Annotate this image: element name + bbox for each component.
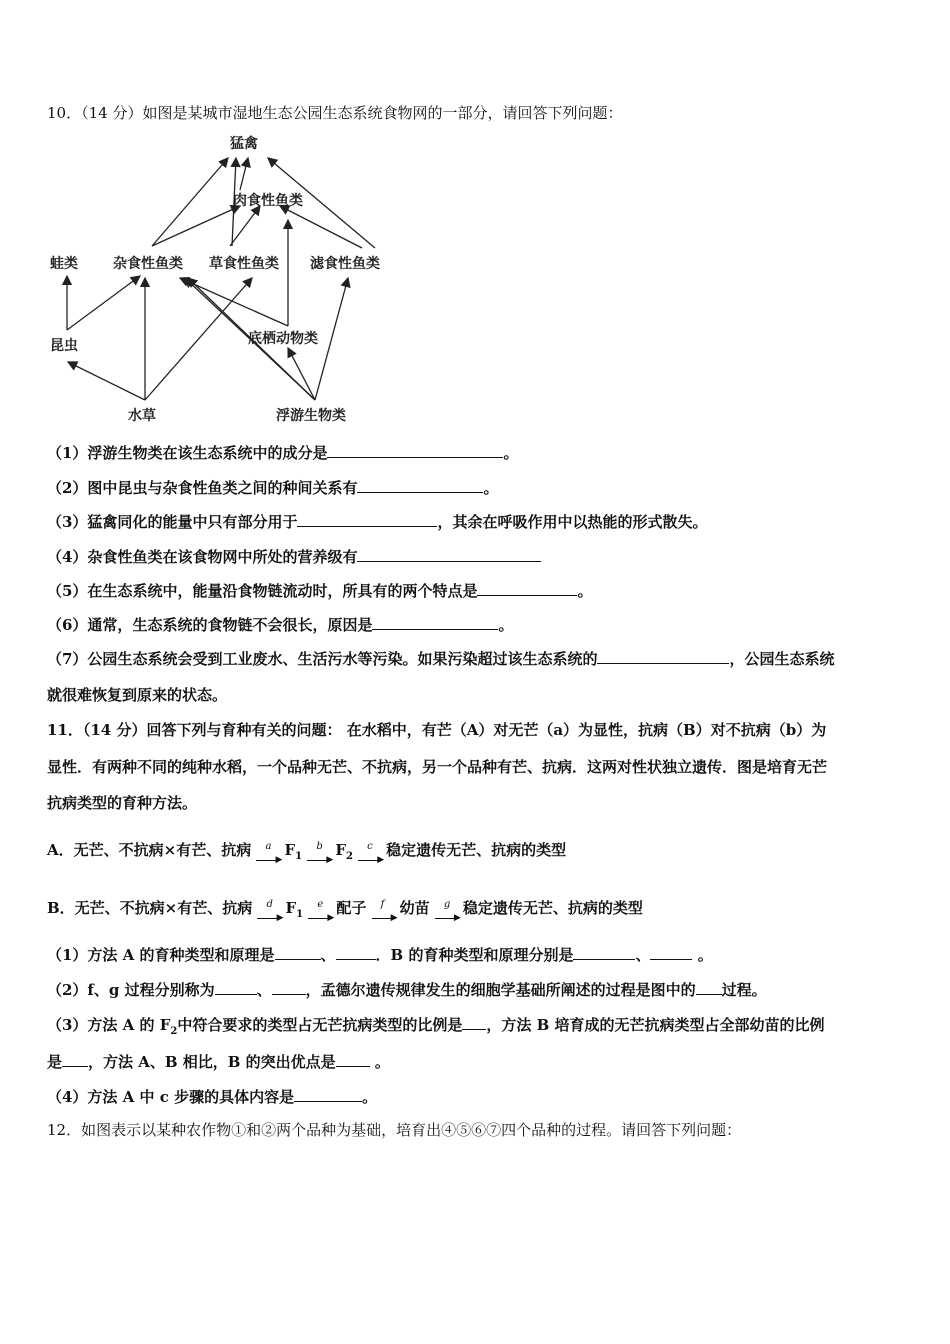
q11-line2: 显性．有两种不同的纯种水稻，一个品种无芒、不抗病，另一个品种有芒、抗病．这两对性状独立遗传．图是培育无芒 (47, 758, 828, 776)
node-herbi: 草食性鱼类 (209, 256, 279, 272)
node-plankton: 浮游生物类 (276, 408, 346, 424)
q12-header: 12．如图表示以某种农作物①和②两个品种为基础，培育出④⑤⑥⑦四个品种的过程。请回答下列问题： (47, 1121, 742, 1139)
q11-sub2: （2）f、g 过程分别称为 、 ，孟德尔遗传规律发生的细胞学基础所阐述的过程是图中的 过程。 (47, 981, 767, 999)
food-web-diagram (40, 128, 400, 428)
q10-sub7-cont: 就很难恢复到原来的状态。 (47, 686, 228, 704)
arrow-plant-insect (68, 362, 145, 400)
q11-sub4: （4）方法 A 中 c 步骤的具体内容是 。 (47, 1088, 378, 1106)
node-omni: 杂食性鱼类 (113, 256, 183, 272)
arrow-a: a ▶ (256, 847, 284, 867)
q11-sub3: （3）方法 A 的 $F_2$中符合要求的类型占无芒抗病类型的比例是 ，方法 B 培育成的无芒抗病类型占全部幼苗的比例 (47, 1016, 825, 1037)
node-frog: 蛙类 (50, 256, 78, 272)
node-carni: 肉食性鱼类 (233, 193, 303, 209)
q11-method-a: A．无芒、不抗病×有芒、抗病 a ▶ $F_1$ b ▶ $F_2$ c ▶ 稳定遗传无芒、抗病的类型 (47, 841, 567, 865)
arrow-omni-raptor (152, 158, 228, 246)
node-benthic: 底栖动物类 (248, 331, 318, 347)
node-insect: 昆虫 (50, 338, 78, 354)
q10-sub3: （3）猛禽同化的能量中只有部分用于 ，其余在呼吸作用中以热能的形式散失。 (47, 513, 708, 531)
q11-sub1: （1）方法 A 的育种类型和原理是 、 ．B 的育种类型和原理分别是 、 。 (47, 946, 713, 964)
q10-sub2: （2）图中昆虫与杂食性鱼类之间的种间关系有 。 (47, 479, 499, 497)
arrow-herbi-carni (230, 206, 260, 246)
arrow-g: g ▶ (435, 905, 463, 925)
arrow-d: d ▶ (257, 905, 285, 925)
q11-line1: 11．（14 分）回答下列与育种有关的问题： 在水稻中，有芒（A）对无芒（a）为显性，抗病（B）对不抗病（b）为 (47, 721, 827, 739)
arrow-b: b ▶ (307, 847, 335, 867)
q10-header: 10．（14 分）如图是某城市湿地生态公园生态系统食物网的一部分，请回答下列问题： (47, 104, 623, 122)
node-plant: 水草 (128, 408, 156, 424)
q11-sub3-cont: 是 ，方法 A、B 相比，B 的突出优点是 。 (47, 1053, 390, 1071)
arrow-e: e ▶ (308, 905, 336, 925)
arrow-c: c ▶ (358, 847, 386, 867)
node-filter: 滤食性鱼类 (310, 256, 380, 272)
arrow-plankton-benthic (288, 348, 315, 400)
arrow-plankton-filter (315, 278, 348, 400)
q10-sub4: （4）杂食性鱼类在该食物网中所处的营养级有 (47, 547, 541, 567)
q10-sub5: （5）在生态系统中，能量沿食物链流动时，所具有的两个特点是 。 (47, 582, 593, 600)
arrow-plant-herbi (145, 278, 252, 400)
arrow-carni-raptor (240, 158, 248, 190)
node-raptor: 猛禽 (230, 136, 258, 152)
q10-sub6: （6）通常，生态系统的食物链不会很长，原因是 。 (47, 616, 514, 634)
arrow-f: f ▶ (372, 905, 400, 925)
arrow-omni-carni (152, 206, 240, 246)
q11-method-b: B．无芒、不抗病×有芒、抗病 d ▶ $F_1$ e ▶ 配子 f ▶ 幼苗 g ▶ 稳定遗传无芒、抗病的类型 (47, 899, 643, 923)
arrow-insect-omni (67, 276, 140, 330)
q11-line3: 抗病类型的育种方法。 (47, 794, 198, 812)
q10-sub7: （7）公园生态系统会受到工业废水、生活污水等污染。如果污染超过该生态系统的 ，公园生态系统 (47, 650, 835, 668)
q10-sub1: （1）浮游生物类在该生态系统中的成分是 。 (47, 444, 519, 462)
